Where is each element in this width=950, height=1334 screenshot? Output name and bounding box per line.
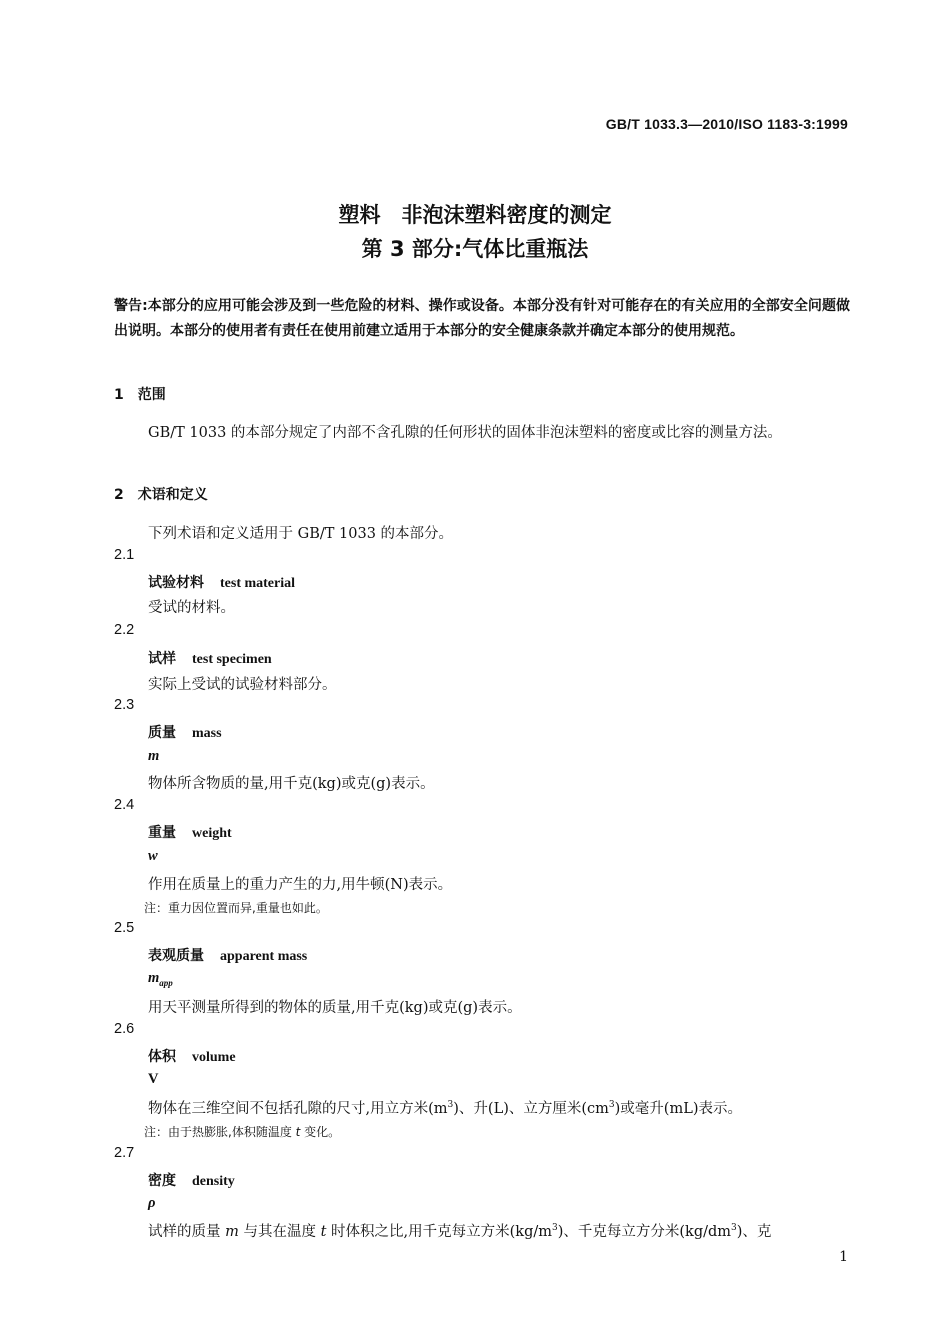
term-zh: 试验材料: [148, 575, 204, 591]
term-symbol: m: [148, 748, 160, 764]
term-en: weight: [192, 826, 232, 841]
document-title: 塑料 非泡沫塑料密度的测定: [338, 203, 612, 227]
term-en: apparent mass: [220, 949, 308, 964]
section-1-text: GB/T 1033 的本部分规定了内部不含孔隙的任何形状的固体非泡沫塑料的密度或比容的测量方法。: [148, 425, 782, 441]
section-2-heading: 2 术语和定义: [114, 487, 208, 503]
term-definition: [148, 1220, 771, 1241]
term-symbol: ρ: [148, 1195, 156, 1211]
term-en: density: [192, 1174, 235, 1189]
term-symbol: [148, 970, 173, 988]
definition-part: 与其在温度: [238, 1224, 321, 1240]
term-en: volume: [192, 1050, 236, 1065]
term-definition: 受试的材料。: [148, 600, 235, 616]
definition-part: 试样的质量: [148, 1224, 226, 1240]
term-number: 2.1: [114, 547, 135, 563]
term-definition: 作用在质量上的重力产生的力,用牛顿(N)表示。: [148, 877, 453, 893]
term-heading: [148, 822, 232, 842]
term-symbol: w: [148, 848, 158, 864]
section-2-intro: 下列术语和定义适用于 GB/T 1033 的本部分。: [148, 526, 454, 542]
term-en: mass: [192, 726, 222, 741]
definition-part: 时体积之比,用千克每立方米(kg/m: [326, 1224, 552, 1240]
term-zh: 重量: [148, 825, 176, 841]
term-heading: [148, 572, 295, 592]
term-definition: 物体所含物质的量,用千克(kg)或克(g)表示。: [148, 776, 435, 792]
term-number: 2.2: [114, 622, 135, 638]
standard-code: GB/T 1033.3—2010/ISO 1183-3:1999: [605, 116, 848, 132]
term-number: 2.4: [114, 797, 135, 813]
superscript: 3: [608, 1100, 615, 1111]
term-heading: [148, 1046, 236, 1066]
superscript: 3: [731, 1223, 737, 1234]
note-symbol: t: [295, 1125, 301, 1139]
term-definition: 实际上受试的试验材料部分。: [148, 677, 337, 693]
term-heading: [148, 648, 272, 668]
definition-part: 物体在三维空间不包括孔隙的尺寸,用立方米(m: [148, 1101, 448, 1117]
document-subtitle: 第 3 部分:气体比重瓶法: [361, 237, 589, 261]
section-1-heading: 1 范围: [114, 387, 166, 403]
definition-part: )、克: [736, 1224, 772, 1240]
note-part: 注：由于热膨胀,体积随温度: [144, 1125, 296, 1139]
term-note: 注：重力因位置而异,重量也如此。: [144, 901, 328, 915]
note-part: 变化。: [300, 1125, 341, 1139]
symbol-subscript: app: [159, 977, 173, 988]
term-number: 2.3: [114, 697, 135, 713]
definition-part: )、升(L)、立方厘米(cm: [453, 1101, 609, 1117]
superscript: 3: [551, 1223, 558, 1234]
term-symbol: V: [148, 1071, 159, 1087]
term-number: 2.6: [114, 1021, 135, 1037]
term-heading: [148, 1170, 235, 1190]
term-zh: 质量: [148, 725, 176, 741]
term-heading: [148, 722, 222, 742]
term-number: 2.7: [114, 1145, 135, 1161]
term-en: test material: [220, 576, 296, 591]
definition-part: )、千克每立方分米(kg/dm: [557, 1224, 732, 1240]
superscript: 3: [447, 1100, 454, 1111]
term-note: [144, 1123, 340, 1140]
warning-paragraph: 警告:本部分的应用可能会涉及到一些危险的材料、操作或设备。本部分没有针对可能存在的有关应用的全部安全问题做出说明。本部分的使用者有责任在使用前建立适用于本部分的安全健康条款并确定本部分的使用规范。: [114, 298, 850, 339]
term-definition: [148, 1097, 742, 1118]
term-number: 2.5: [114, 920, 135, 936]
term-definition: 用天平测量所得到的物体的质量,用千克(kg)或克(g)表示。: [148, 1000, 522, 1016]
definition-symbol: t: [320, 1224, 327, 1240]
definition-symbol: m: [225, 1224, 239, 1240]
term-heading: [148, 945, 307, 965]
term-zh: 表观质量: [148, 948, 204, 964]
page-number: 1: [839, 1249, 848, 1265]
term-zh: 体积: [148, 1049, 176, 1065]
definition-part: )或毫升(mL)表示。: [614, 1101, 742, 1117]
term-zh: 试样: [148, 651, 176, 667]
symbol-base: m: [148, 970, 160, 986]
term-zh: 密度: [148, 1173, 176, 1189]
term-en: test specimen: [192, 652, 272, 667]
